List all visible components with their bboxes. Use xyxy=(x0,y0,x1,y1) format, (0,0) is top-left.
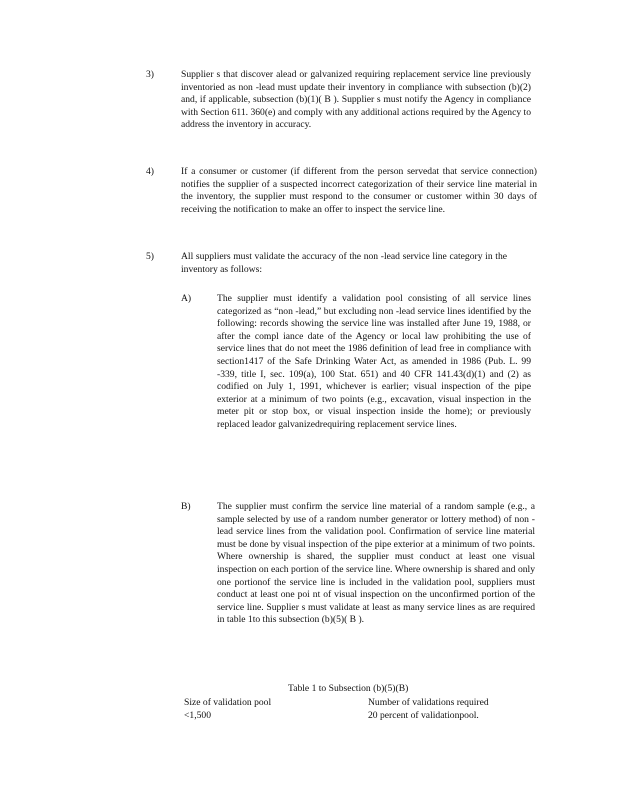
table-cell: <1,500 xyxy=(184,710,211,721)
item-text: All suppliers must validate the accuracy of the non -lead service line category in the inventory as follows: xyxy=(181,251,507,275)
item-number: 5) xyxy=(146,251,154,262)
item-text: Supplier s that discover alead or galvanized requiring replacement service line previously inventoried as non -lead must update their inventory in compliance with subsection (b)(2) and, if applicable, subsection (b)(1)( B ). Supplier s must notify the Agency in compliance with Section 611. 360(e) and comply with any additional actions required by the Agency to address the inventory in accuracy. xyxy=(181,69,532,131)
table-cell: 20 percent of validationpool. xyxy=(368,710,479,721)
table-header-cell: Number of validations required xyxy=(368,697,489,708)
subitem-label: B) xyxy=(181,501,191,512)
table-caption: Table 1 to Subsection (b)(5)(B) xyxy=(288,683,409,694)
item-text: If a consumer or customer (if different from the person servedat that service connection) notifies the supplier of a suspected incorrect categorization of their service line material in the inventory, the supplier must respond to the consumer or customer within 30 days of receiving the notification to make an offer to inspect the service line. xyxy=(181,166,537,215)
subitem-text: The supplier must confirm the service line material of a random sample (e.g., a sample selected by use of a random number generator or lottery method) of non -lead service lines from the validation pool. Confirmation of service line material must be done by visual inspection of the pipe exterior at a minimum of two points. Where ownership is shared, the supplier must conduct at least one visual inspection on each portion of the service line. Where ownership is shared and only one portionof the service line is included in the validation pool, suppliers must conduct at least one poi nt of visual inspection on the unconfirmed portion of the service line. Supplier s must validate at least as many service lines as are required in table 1to this subsection (b)(5)( B ). xyxy=(217,501,535,626)
item-number: 3) xyxy=(146,69,154,80)
subitem-label: A) xyxy=(181,293,192,304)
item-number: 4) xyxy=(146,166,154,177)
subitem-text: The supplier must identify a validation pool consisting of all service lines categorized as “non -lead,” but excluding non -lead service lines identified by the following: records showing the service line was installed after June 19, 1988, or after the compl iance date of the Agency or local law prohibiting the use of service lines that do not meet the 1986 definition of lead free in compliance with section1417 of the Safe Drinking Water Act, as amended in 1986 (Pub. L. 99 -339, title I, sec. 109(a), 100 Stat. 651) and 40 CFR 141.43(d)(1) and (2) as codified on July 1, 1991, whichever is earlier; visual inspection of the pipe exterior at a minimum of two points (e.g., excavation, visual inspection in the meter pit or stop box, or visual inspection inside the home); or previously replaced leador galvanizedrequiring replacement service lines. xyxy=(217,293,531,430)
table-header-cell: Size of validation pool xyxy=(184,697,272,708)
